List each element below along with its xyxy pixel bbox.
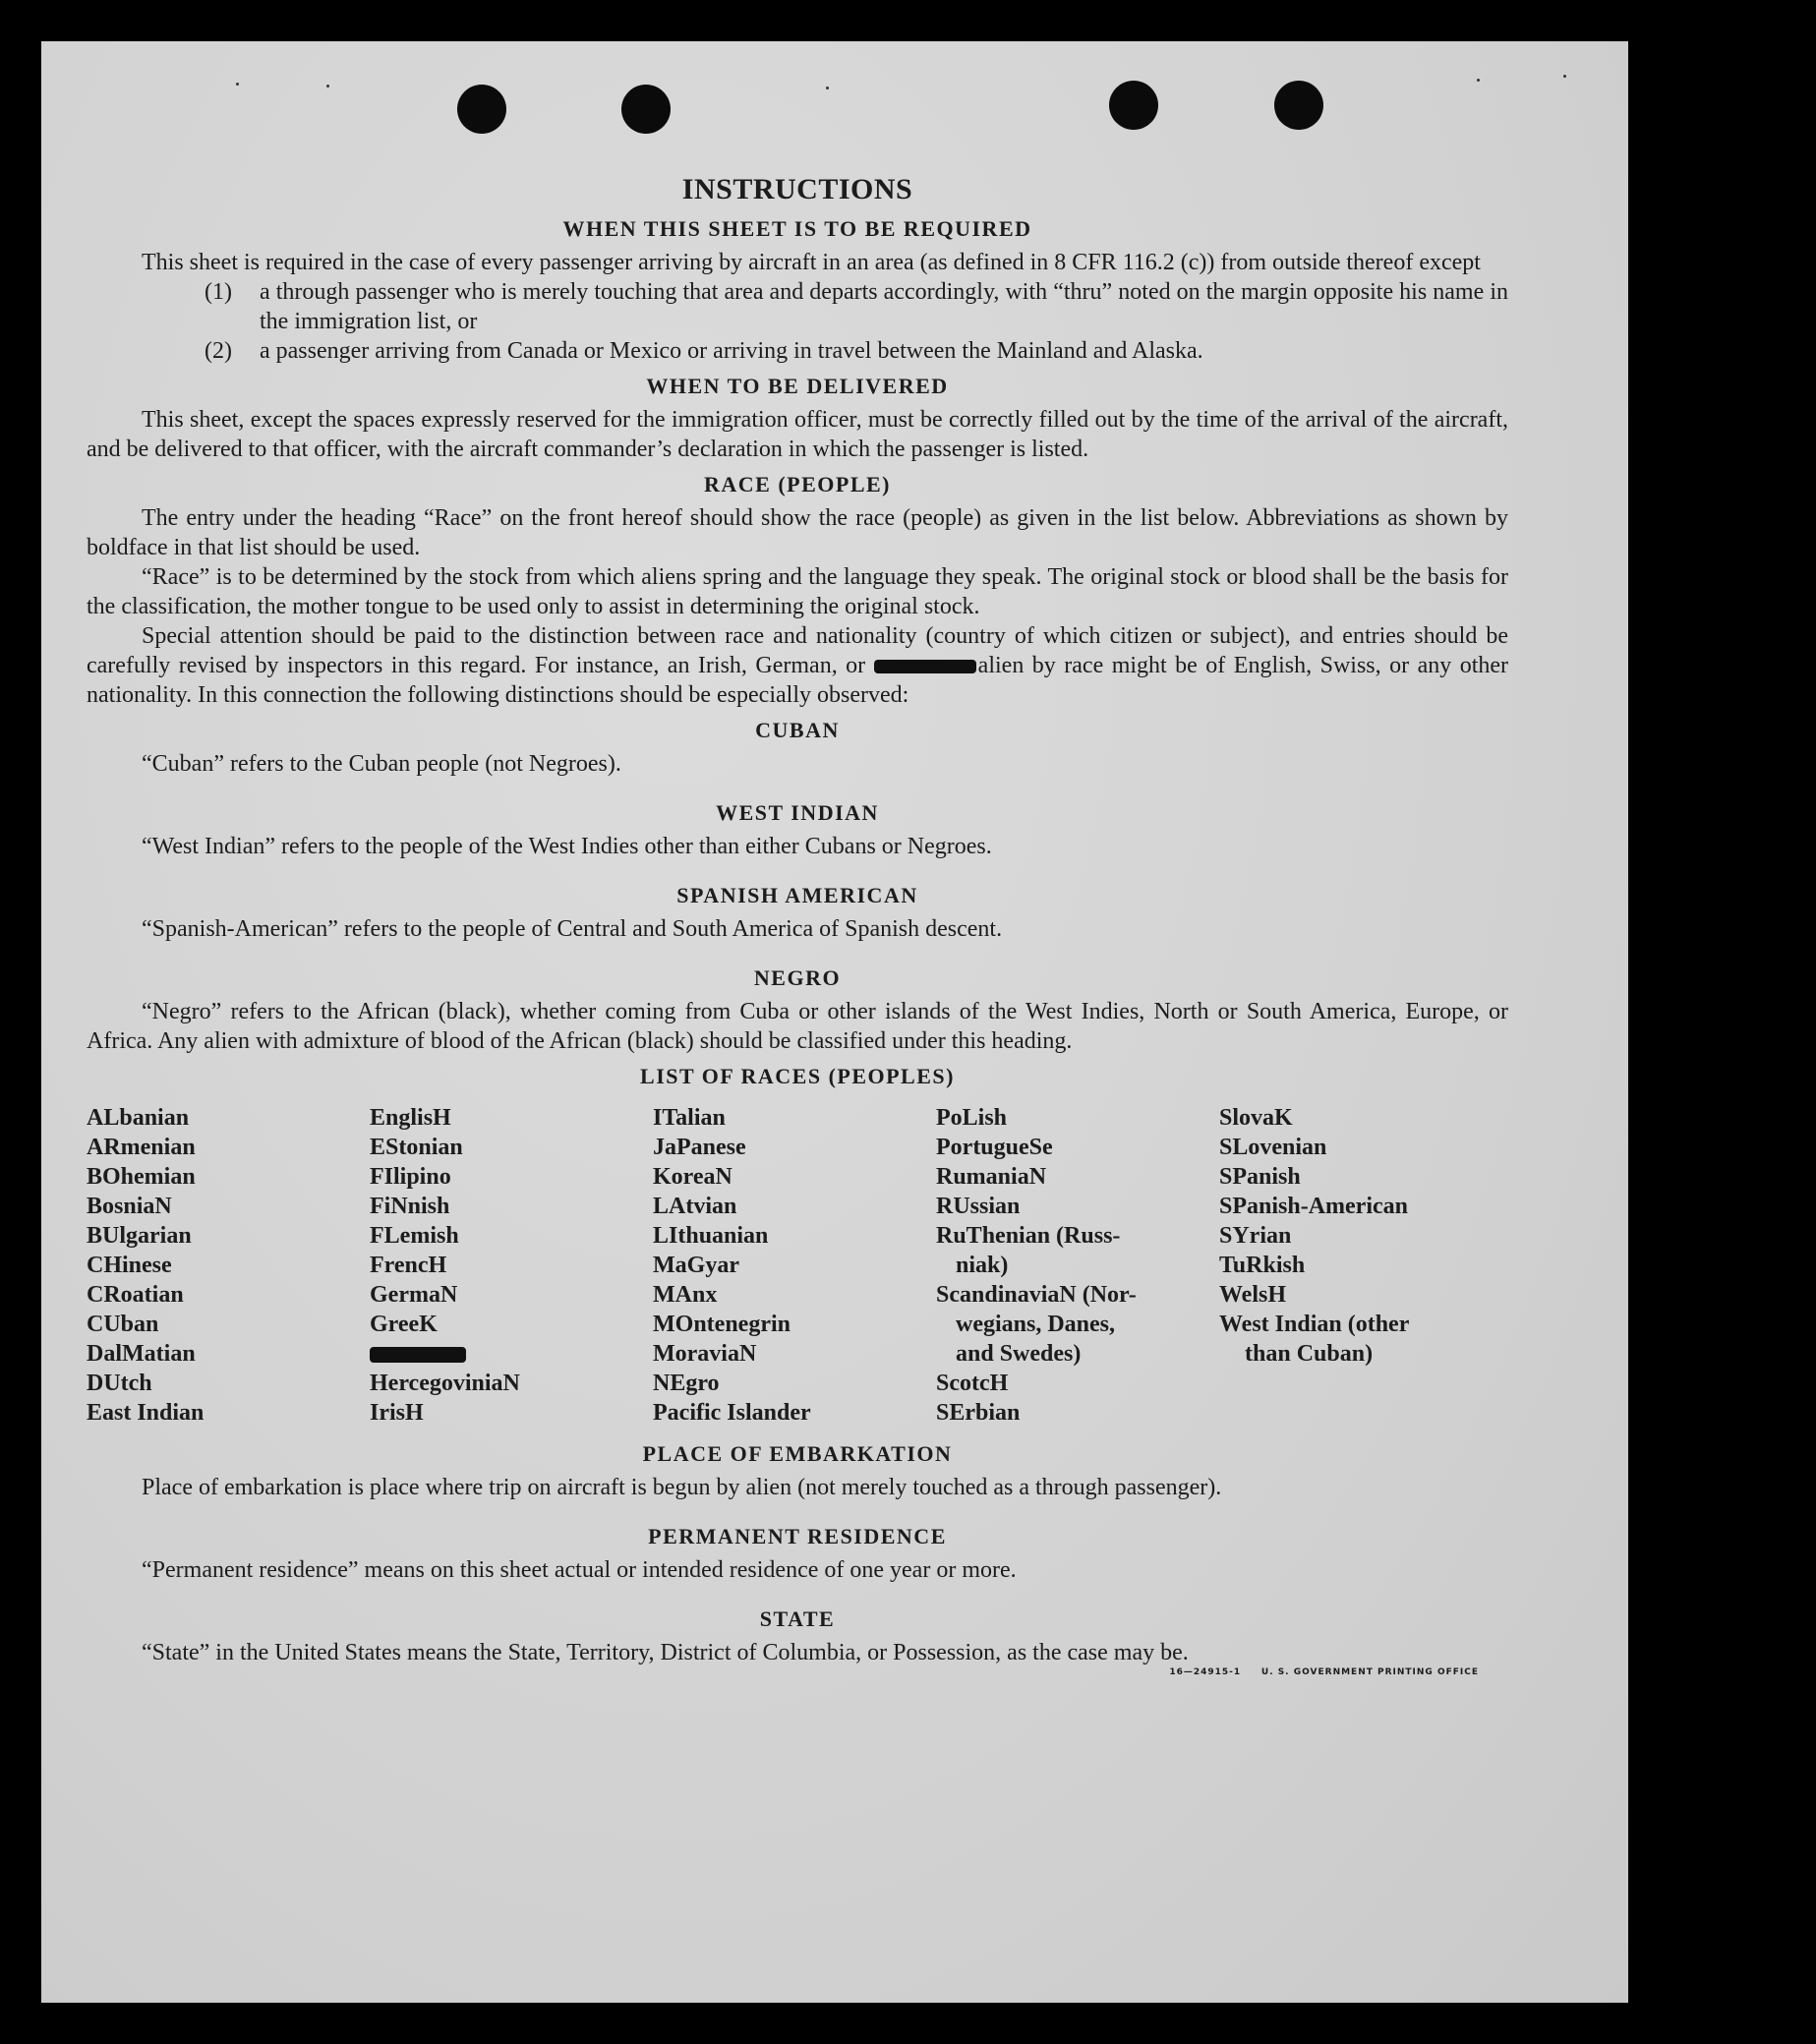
- section-heading-embarkation: PLACE OF EMBARKATION: [642, 1441, 953, 1466]
- race-item: PoLish: [936, 1105, 1008, 1131]
- race-item: ALbanian: [87, 1105, 190, 1131]
- race-item: wegians, Danes,: [956, 1312, 1116, 1337]
- race-item: niak): [956, 1253, 1009, 1278]
- embarkation-text: Place of embarkation is place where trip on aircraft is begun by alien (not merely touched as a through passenger).: [142, 1475, 1222, 1500]
- cuban-text: “Cuban” refers to the Cuban people (not Negroes).: [142, 751, 621, 777]
- section-heading-cuban: CUBAN: [755, 718, 840, 742]
- page-title: INSTRUCTIONS: [681, 173, 913, 205]
- negro-text: “Negro” refers to the African (black), whether coming from Cuba or other islands of the West Indies, North or South America, Europe, or Africa. Any alien with admixture of blood of the African (black) should be classified under this heading.: [87, 999, 1508, 1054]
- exception-text: a through passenger who is merely touching that area and departs accordingly, with “thru” noted on the margin opposite his name in the immigration list, or: [260, 279, 1508, 334]
- race-column: [1219, 1103, 1502, 1428]
- punch-hole: [1274, 81, 1323, 130]
- redaction-mark: [874, 660, 976, 673]
- race-item: than Cuban): [1245, 1341, 1374, 1367]
- spanish-american-text: “Spanish-American” refers to the people of Central and South America of Spanish descent.: [142, 916, 1003, 942]
- race-item: ScandinaviaN (Nor-: [936, 1282, 1137, 1308]
- race-item: HercegoviniaN: [370, 1371, 520, 1396]
- race-item: EnglisH: [370, 1105, 451, 1131]
- race-item: West Indian (other: [1219, 1312, 1410, 1337]
- form-number: 16—24915-1: [1169, 1667, 1242, 1677]
- race-paragraph-2: “Race” is to be determined by the stock from which aliens spring and the language they speak. The original stock or blood shall be the basis for the classification, the mother tongue to be used only to assist in determining the original stock.: [87, 564, 1508, 619]
- race-item: BUlgarian: [87, 1223, 192, 1249]
- punch-hole: [1109, 81, 1158, 130]
- race-item: FiNnish: [370, 1194, 450, 1219]
- race-item: SLovenian: [1219, 1135, 1327, 1160]
- exception-number: (1): [205, 279, 232, 305]
- race-item: SYrian: [1219, 1223, 1292, 1249]
- race-item: SlovaK: [1219, 1105, 1293, 1131]
- print-imprint: [1169, 1667, 1479, 1677]
- state-text-line: “State” in the United States means the State, Territory, District of Columbia, or Possession, as the case may be.: [142, 1640, 1189, 1665]
- race-item: PortugueSe: [936, 1135, 1053, 1160]
- race-item: WelsH: [1219, 1282, 1287, 1308]
- race-item: CRoatian: [87, 1282, 184, 1308]
- race-item: EStonian: [370, 1135, 463, 1160]
- dust-speck: [826, 87, 829, 89]
- printer-name: U. S. GOVERNMENT PRINTING OFFICE: [1260, 1667, 1479, 1677]
- race-item: RUssian: [936, 1194, 1021, 1219]
- exception-number: (2): [205, 338, 232, 364]
- race-item: DUtch: [87, 1371, 152, 1396]
- punch-hole: [457, 85, 506, 134]
- race-paragraph-3-start: Special attention should be paid to the distinction between race and nationality (country of which citizen or subject), and entries should be carefully revised by inspectors in this regard. For instance, an Irish, German, or: [87, 623, 1508, 678]
- section-heading-delivered: WHEN TO BE DELIVERED: [646, 374, 949, 398]
- dust-speck: [1563, 75, 1566, 78]
- exception-text: a passenger arriving from Canada or Mexico or arriving in travel between the Mainland and Alaska.: [260, 338, 1203, 364]
- race-item: LAtvian: [653, 1194, 737, 1219]
- race-item: and Swedes): [956, 1341, 1082, 1367]
- race-item: SErbian: [936, 1400, 1021, 1426]
- section-heading-list: LIST OF RACES (PEOPLES): [640, 1064, 955, 1088]
- residence-text: “Permanent residence” means on this sheet actual or intended residence of one year or more.: [142, 1557, 1017, 1583]
- race-column: [936, 1103, 1219, 1428]
- section-heading-spanish-american: SPANISH AMERICAN: [676, 883, 918, 907]
- race-item: MoraviaN: [653, 1341, 757, 1367]
- punch-hole: [621, 85, 671, 134]
- race-item: BOhemian: [87, 1164, 196, 1190]
- section-heading-residence: PERMANENT RESIDENCE: [648, 1524, 947, 1548]
- race-item: Pacific Islander: [653, 1400, 811, 1426]
- section-heading-state: STATE: [759, 1606, 836, 1631]
- race-paragraph-3: [87, 621, 1508, 710]
- race-paragraph-3-end: alien by race might be of English, Swiss, or any other nationality. In this connection the following distinctions should be especially observed:: [87, 653, 1509, 708]
- race-item: GermaN: [370, 1282, 458, 1308]
- instructions-content: [87, 173, 1508, 1677]
- dust-speck: [1477, 79, 1480, 82]
- race-item: RuThenian (Russ-: [936, 1223, 1121, 1249]
- race-item: TuRkish: [1219, 1253, 1306, 1278]
- exception-item: [205, 277, 1508, 336]
- redaction-mark: [370, 1347, 466, 1363]
- dust-speck: [236, 83, 239, 86]
- race-item: BosniaN: [87, 1194, 172, 1219]
- race-item: JaPanese: [653, 1135, 746, 1160]
- delivered-text: This sheet, except the spaces expressly reserved for the immigration officer, must be correctly filled out by the time of the arrival of the aircraft, and be delivered to that officer, with the aircraft commander’s declaration in which the passenger is listed.: [87, 407, 1508, 462]
- west-indian-text: “West Indian” refers to the people of the West Indies other than either Cubans or Negroes.: [142, 834, 992, 859]
- race-column: [653, 1103, 936, 1428]
- race-item: MOntenegrin: [653, 1312, 791, 1337]
- race-item: LIthuanian: [653, 1223, 769, 1249]
- race-item: CUban: [87, 1312, 159, 1337]
- race-item: KoreaN: [653, 1164, 732, 1190]
- race-item: SPanish: [1219, 1164, 1301, 1190]
- section-heading-negro: NEGRO: [753, 965, 842, 990]
- race-item: FIlipino: [370, 1164, 451, 1190]
- race-item: FLemish: [370, 1223, 459, 1249]
- race-item-redacted: [370, 1339, 653, 1369]
- section-heading-race: RACE (PEOPLE): [704, 472, 891, 496]
- section-heading-west-indian: WEST INDIAN: [716, 800, 879, 825]
- race-paragraph-1: The entry under the heading “Race” on the front hereof should show the race (people) as given in the list below. Abbreviations as shown by boldface in that list should be used.: [87, 505, 1508, 560]
- race-item: FrencH: [370, 1253, 447, 1278]
- race-item: DalMatian: [87, 1341, 196, 1367]
- race-column: [370, 1103, 653, 1428]
- race-item: East Indian: [87, 1400, 205, 1426]
- document-page: [41, 41, 1628, 2003]
- race-item: CHinese: [87, 1253, 172, 1278]
- footer: [87, 1667, 1508, 1677]
- race-item: MAnx: [653, 1282, 718, 1308]
- race-item: ScotcH: [936, 1371, 1009, 1396]
- race-item: RumaniaN: [936, 1164, 1047, 1190]
- race-item: ITalian: [653, 1105, 726, 1131]
- dust-speck: [326, 85, 329, 88]
- race-item: IrisH: [370, 1400, 424, 1426]
- exception-item: [205, 336, 1508, 366]
- race-item: NEgro: [653, 1371, 720, 1396]
- race-item: GreeK: [370, 1312, 438, 1337]
- race-list: [87, 1103, 1508, 1428]
- race-item: MaGyar: [653, 1253, 739, 1278]
- race-column: [87, 1103, 370, 1428]
- section-heading-required: WHEN THIS SHEET IS TO BE REQUIRED: [562, 216, 1032, 241]
- race-item: SPanish-American: [1219, 1194, 1408, 1219]
- race-item: ARmenian: [87, 1135, 196, 1160]
- required-intro: This sheet is required in the case of every passenger arriving by aircraft in an area (as defined in 8 CFR 116.2 (c)) from outside thereof except: [142, 250, 1481, 275]
